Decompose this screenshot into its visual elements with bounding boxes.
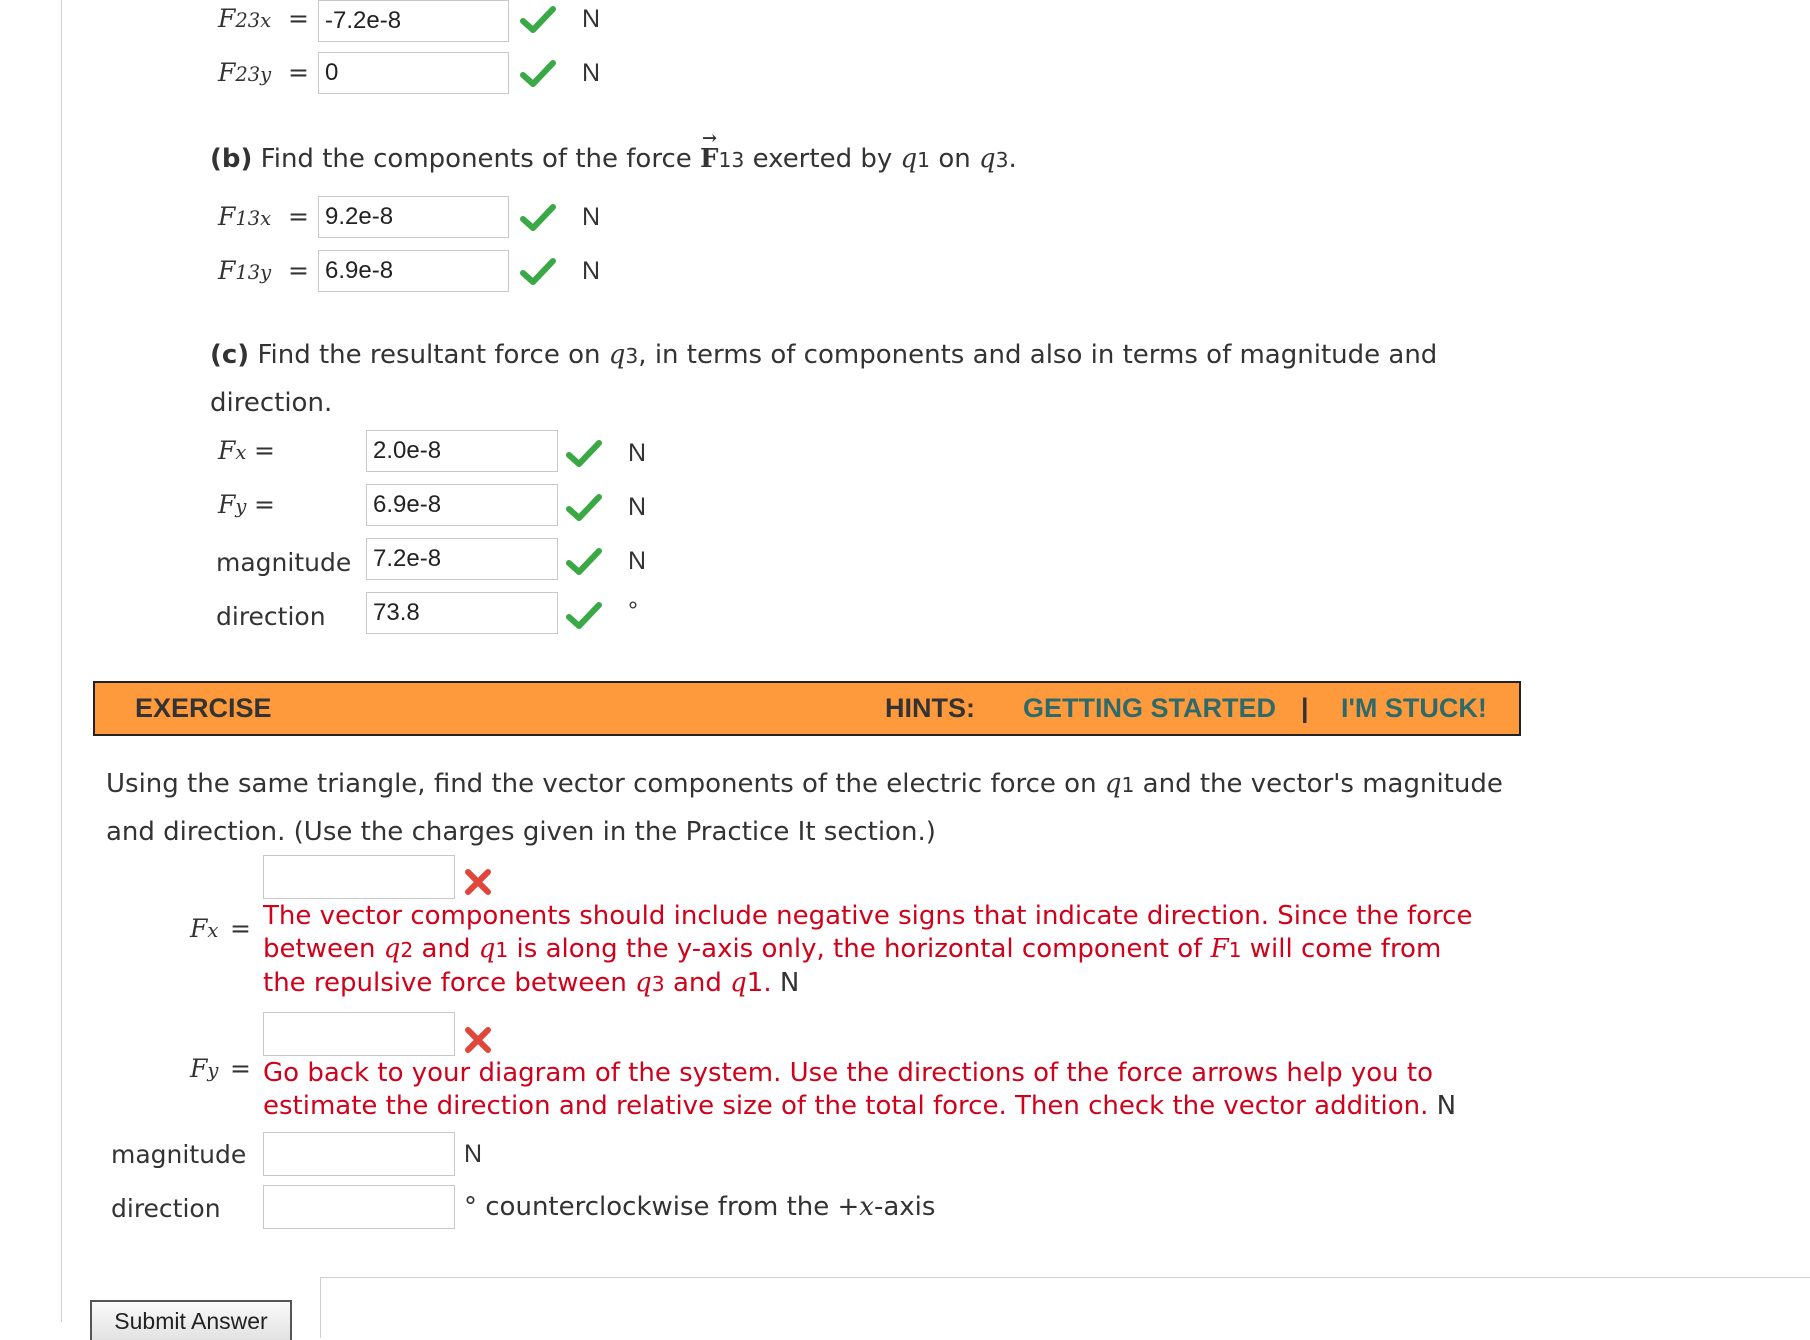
f23y-label: F23y [218,58,272,87]
direction-unit: ° [628,597,638,625]
exercise-fy-equals: = [230,1054,251,1083]
correct-check-icon [520,60,556,88]
correct-check-icon [566,440,602,468]
exercise-fy-feedback: Go back to your diagram of the system. Use the directions of the force arrows help you to estimate the direction and relative size of the total force. Then check the vector addition. N [263,1058,1457,1121]
hint-im-stuck-link[interactable]: I'M STUCK! [1341,693,1487,723]
left-border [61,0,62,1322]
exercise-prompt-line1: Using the same triangle, find the vector components of the electric force on q1 and the vector's magnitude [106,769,1503,799]
f23x-input[interactable]: -7.2e-8 [318,0,509,42]
part-c-question-line2: direction. [210,388,333,418]
hints-label: HINTS: [885,693,975,723]
magnitude-label: magnitude [216,548,352,577]
f13y-equals: = [288,256,309,285]
f13x-label: F13x [218,202,272,231]
f23y-input[interactable]: 0 [318,52,509,94]
correct-check-icon [566,602,602,630]
magnitude-unit: N [628,547,647,575]
part-c-question: (c) Find the resultant force on q3, in terms of components and also in terms of magnitude and [210,340,1438,370]
fy-input[interactable]: 6.9e-8 [366,484,558,526]
exercise-fy-label: Fy [190,1054,219,1083]
exercise-direction-unit: ° counterclockwise from the +x-axis [464,1192,936,1222]
exercise-fx-label: Fx [190,914,219,943]
exercise-direction-label: direction [111,1194,221,1223]
hint-getting-started-link[interactable]: GETTING STARTED [1023,693,1276,723]
fy-label: Fy [218,490,247,519]
exercise-title: EXERCISE [135,693,272,723]
f13y-label: F13y [218,256,272,285]
exercise-fx-input[interactable] [263,855,455,899]
exercise-fy-input[interactable] [263,1012,455,1056]
exercise-magnitude-label: magnitude [111,1140,247,1169]
direction-label: direction [216,602,326,631]
f13x-unit: N [582,203,601,231]
correct-check-icon [520,204,556,232]
incorrect-x-icon [464,868,492,896]
exercise-magnitude-unit: N [464,1140,483,1168]
correct-check-icon [566,494,602,522]
correct-check-icon [566,548,602,576]
f23x-label: F23x [218,4,272,33]
bottom-panel [320,1277,1810,1338]
exercise-magnitude-input[interactable] [263,1132,455,1176]
exercise-fx-feedback: The vector components should include negative signs that indicate direction. Since the force between q2 and q1 is along the y-axis only, the horizontal component of F1 will come from the repulsive force between q3 and q1. N [263,901,1473,998]
incorrect-x-icon [464,1026,492,1054]
fx-label: Fx [218,436,247,465]
exercise-fx-equals: = [230,914,251,943]
fx-unit: N [628,439,647,467]
direction-input[interactable]: 73.8 [366,592,558,634]
magnitude-input[interactable]: 7.2e-8 [366,538,558,580]
correct-check-icon [520,6,556,34]
correct-check-icon [520,258,556,286]
f13y-unit: N [582,257,601,285]
f13y-input[interactable]: 6.9e-8 [318,250,509,292]
exercise-direction-input[interactable] [263,1185,455,1229]
fy-equals: = [254,490,275,519]
f13x-input[interactable]: 9.2e-8 [318,196,509,238]
f23x-equals: = [288,4,309,33]
exercise-prompt-line2: and direction. (Use the charges given in the Practice It section.) [106,817,936,847]
hint-separator: | [1301,693,1309,723]
fx-equals: = [254,436,275,465]
fx-input[interactable]: 2.0e-8 [366,430,558,472]
f23y-unit: N [582,59,601,87]
f13x-equals: = [288,202,309,231]
exercise-header [93,681,1521,736]
fy-unit: N [628,493,647,521]
part-b-question: (b) Find the components of the force → F13 exerted by q1 on q3. [210,128,1017,174]
submit-answer-button[interactable]: Submit Answer [90,1300,292,1340]
f23y-equals: = [288,58,309,87]
f23x-unit: N [582,5,601,33]
